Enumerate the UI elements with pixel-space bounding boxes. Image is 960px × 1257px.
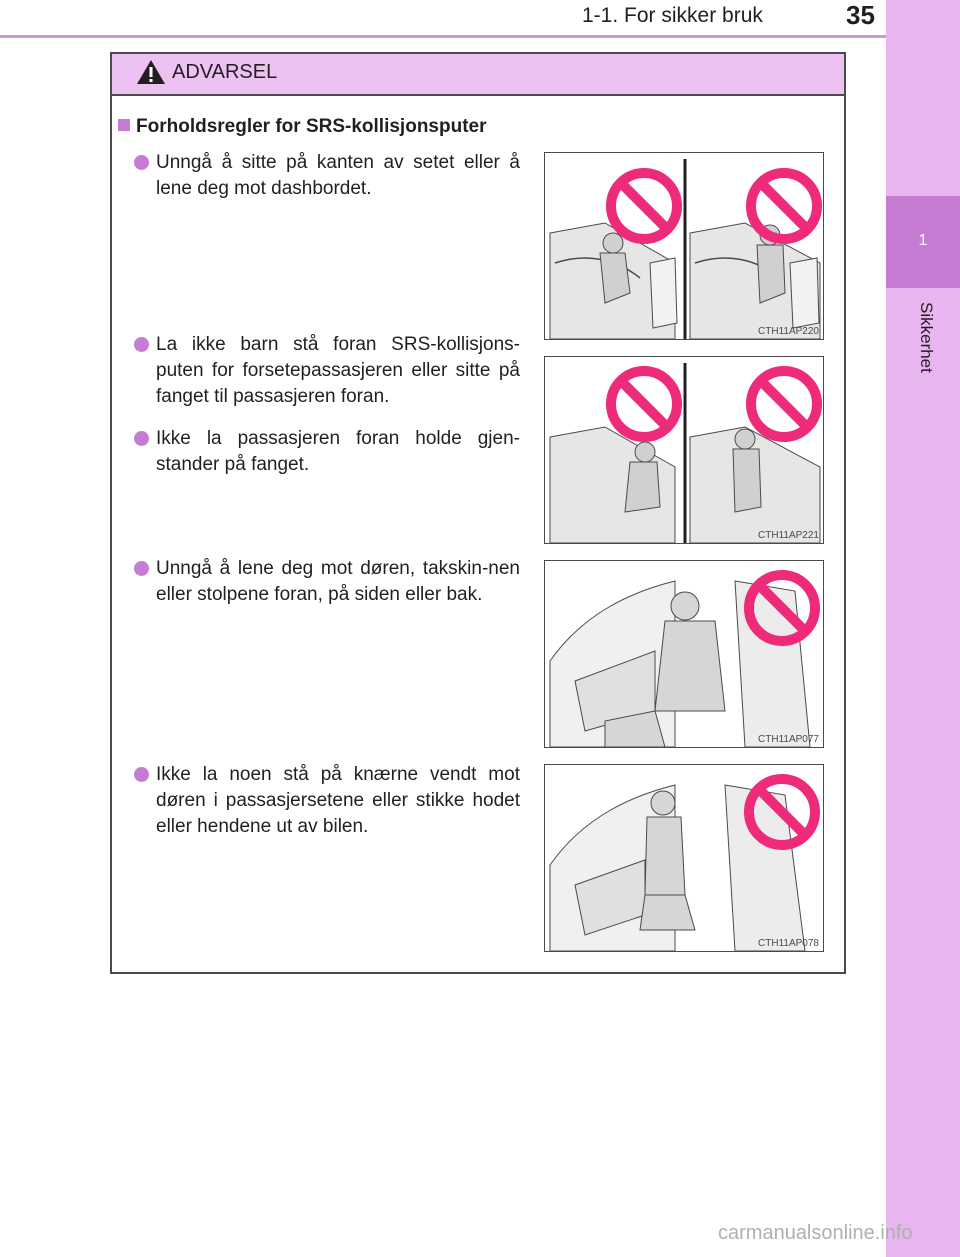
bullet-text: Ikke la noen stå på knærne vendt mot døren i passasjersetene eller stikke hodet eller hendene ut av bilen. bbox=[156, 764, 520, 837]
bullet-item bbox=[130, 556, 520, 608]
figure-code: CTH11AP221 bbox=[758, 530, 819, 541]
figure-code: CTH11AP077 bbox=[758, 734, 819, 745]
bullet-dot-icon bbox=[134, 155, 149, 170]
section-heading-text: Forholdsregler for SRS-kollisjonsputer bbox=[136, 116, 487, 137]
figure-code: CTH11AP078 bbox=[758, 938, 819, 949]
section-heading bbox=[118, 116, 487, 138]
section-title: 1-1. For sikker bruk bbox=[582, 4, 763, 27]
illustration-child-front bbox=[544, 356, 824, 544]
bullet-dot-icon bbox=[134, 337, 149, 352]
prohibited-icon bbox=[745, 167, 823, 245]
bullet-text: Unngå å sitte på kanten av setet eller å lene deg mot dashbordet. bbox=[156, 152, 520, 199]
prohibited-icon bbox=[743, 773, 821, 851]
illustration-kneeling-seat bbox=[544, 764, 824, 952]
bullet-item bbox=[130, 332, 520, 410]
bullet-dot-icon bbox=[134, 561, 149, 576]
bullet-text: La ikke barn stå foran SRS-kollisjons-puten for forsetepassasjeren eller sitte på fanget til passasjeren foran. bbox=[156, 334, 520, 407]
warning-label: ADVARSEL bbox=[172, 61, 278, 83]
bullet-item bbox=[130, 426, 520, 478]
bullet-item bbox=[130, 762, 520, 840]
illustration-leaning-door bbox=[544, 560, 824, 748]
warning-box bbox=[110, 52, 846, 974]
bullet-dot-icon bbox=[134, 767, 149, 782]
bullet-item bbox=[130, 150, 520, 202]
chapter-number: 1 bbox=[918, 232, 928, 249]
site-watermark: carmanualsonline.info bbox=[718, 1222, 913, 1244]
illustration-seat-edge bbox=[544, 152, 824, 340]
header-divider bbox=[0, 35, 886, 38]
warning-header bbox=[112, 54, 844, 96]
prohibited-icon bbox=[605, 365, 683, 443]
figure-code: CTH11AP220 bbox=[758, 326, 819, 337]
bullet-text: Unngå å lene deg mot døren, takskin-nen eller stolpene foran, på siden eller bak. bbox=[156, 558, 520, 605]
chapter-tab bbox=[886, 0, 960, 1257]
bullet-dot-icon bbox=[134, 431, 149, 446]
warning-triangle-icon bbox=[136, 58, 166, 86]
prohibited-icon bbox=[743, 569, 821, 647]
page-number: 35 bbox=[846, 0, 875, 30]
prohibited-icon bbox=[605, 167, 683, 245]
bullet-text: Ikke la passasjeren foran holde gjen-stander på fanget. bbox=[156, 428, 520, 475]
chapter-label: Sikkerhet bbox=[917, 302, 936, 373]
heading-square-icon bbox=[118, 119, 130, 131]
prohibited-icon bbox=[745, 365, 823, 443]
